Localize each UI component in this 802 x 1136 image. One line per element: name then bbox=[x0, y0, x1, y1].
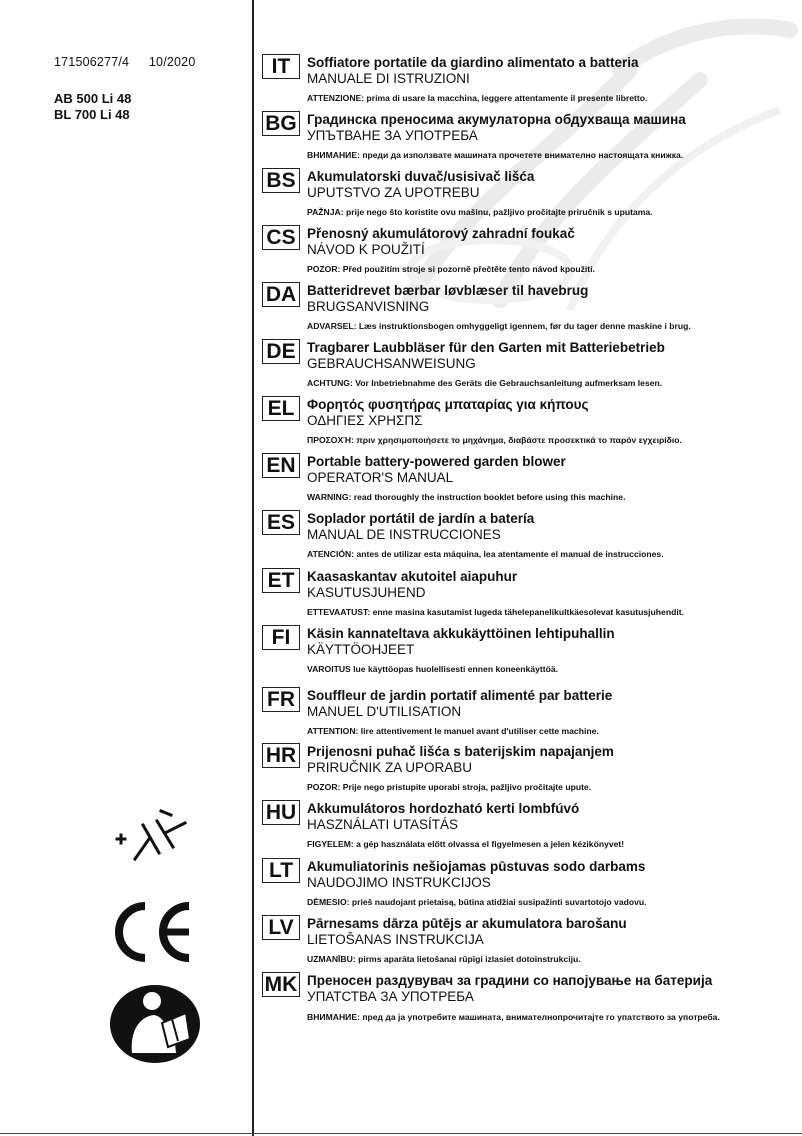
language-code: BG bbox=[262, 111, 300, 136]
vertical-divider bbox=[252, 0, 254, 1136]
language-code: HR bbox=[262, 743, 300, 768]
reference-number: 171506277/4 bbox=[54, 55, 130, 69]
language-code: LT bbox=[262, 858, 300, 883]
entry-warning: ACHTUNG: Vor Inbetriebnahme des Geräts die Gebrauchsanleitung aufmerksam lesen. bbox=[307, 378, 663, 388]
entry-title: Kaasaskantav akutoitel aiapuhur bbox=[307, 569, 518, 584]
revision-date: 10/2020 bbox=[148, 55, 196, 69]
entry-warning: ATENCIÓN: antes de utilizar esta máquina, lea atentamente el manual de instrucciones. bbox=[307, 549, 664, 559]
entry-title: Градинска преносима акумулаторна обдухваща машина bbox=[307, 112, 686, 127]
entry-subtitle: ΟΔΗΓΙΕΣ ΧΡΗΣΠΣ bbox=[307, 413, 423, 428]
entry-title: Portable battery-powered garden blower bbox=[307, 454, 566, 469]
entry-subtitle: NÁVOD K POUŽITÍ bbox=[307, 242, 425, 257]
language-code: EL bbox=[262, 396, 300, 421]
entry-subtitle: BRUGSANVISNING bbox=[307, 299, 430, 314]
language-code: BS bbox=[262, 168, 300, 193]
entry-warning: ΠΡΟΣΟΧΉ: πριν χρησιμοποιήσετε το μηχάνημα, διαβάστε προσεκτικά το παρόν εγχειρίδιο. bbox=[307, 435, 682, 445]
entry-subtitle: OPERATOR'S MANUAL bbox=[307, 470, 454, 485]
language-code: DE bbox=[262, 339, 300, 364]
entry-title: Prijenosni puhač lišća s baterijskim napajanjem bbox=[307, 744, 614, 759]
entry-title: Akumulatorski duvač/usisivač lišća bbox=[307, 169, 535, 184]
language-entry-bg bbox=[262, 111, 797, 168]
language-entry-en bbox=[262, 453, 797, 510]
entry-title: Φορητός φυσητήρας μπαταρίας για κήπους bbox=[307, 397, 589, 412]
entry-subtitle: NAUDOJIMO INSTRUKCIJOS bbox=[307, 875, 491, 890]
entry-subtitle: УПЪТВАНЕ ЗА УПОТРЕБА bbox=[307, 128, 478, 143]
entry-warning: PAŽNJA: prije nego što koristite ovu mašinu, pažljivo pročitajte priručnik s uputama. bbox=[307, 207, 653, 217]
entry-subtitle: PRIRUČNIK ZA UPORABU bbox=[307, 760, 473, 775]
entry-subtitle: KASUTUSJUHEND bbox=[307, 585, 426, 600]
entry-title: Pārnesams dārza pūtējs ar akumulatora barošanu bbox=[307, 916, 627, 931]
language-entry-lv bbox=[262, 915, 797, 972]
language-code: FI bbox=[262, 625, 300, 650]
language-entry-es bbox=[262, 510, 797, 567]
entry-warning: DĖMESIO: prieš naudojant prietaisą, būtina atidžiai susipažinti suvartotojo vadovu. bbox=[307, 897, 647, 907]
entry-subtitle: GEBRAUCHSANWEISUNG bbox=[307, 356, 476, 371]
language-entry-fi bbox=[262, 625, 797, 682]
language-entry-mk bbox=[262, 972, 797, 1029]
language-entry-bs bbox=[262, 168, 797, 225]
language-code: ES bbox=[262, 510, 300, 535]
entry-warning: POZOR: Prije nego pristupite uporabi stroja, pažljivo pročitajte upute. bbox=[307, 782, 592, 792]
entry-title: Преносен раздувувач за градини со напојување на батерија bbox=[307, 973, 713, 988]
ce-mark-icon bbox=[109, 900, 195, 964]
entry-warning: WARNING: read thoroughly the instruction booklet before using this machine. bbox=[307, 492, 626, 502]
entry-warning: UZMANĪBU: pirms aparāta lietošanai rūpīgi izlasiet dotoinstrukciju. bbox=[307, 954, 581, 964]
entry-title: Tragbarer Laubbläser für den Garten mit Batteriebetrieb bbox=[307, 340, 665, 355]
language-entry-lt bbox=[262, 858, 797, 915]
language-entry-it bbox=[262, 54, 797, 111]
battery-icon bbox=[113, 803, 193, 868]
language-entry-hr bbox=[262, 743, 797, 800]
language-code: HU bbox=[262, 800, 300, 825]
model-name: AB 500 Li 48 bbox=[54, 91, 132, 106]
language-entry-el bbox=[262, 396, 797, 453]
language-code: LV bbox=[262, 915, 300, 940]
language-entry-de bbox=[262, 339, 797, 396]
entry-title: Akumuliatorinis nešiojamas pūstuvas sodo darbams bbox=[307, 859, 646, 874]
model-name: BL 700 Li 48 bbox=[54, 107, 130, 122]
entry-warning: ATTENZIONE: prima di usare la macchina, leggere attentamente il presente libretto. bbox=[307, 93, 648, 103]
entry-title: Soffiatore portatile da giardino alimentato a batteria bbox=[307, 55, 639, 70]
model-list bbox=[54, 91, 195, 123]
language-code: IT bbox=[262, 54, 300, 79]
language-code: EN bbox=[262, 453, 300, 478]
language-code: FR bbox=[262, 687, 300, 712]
entry-warning: VAROITUS lue käyttöopas huolellisesti ennen koneenkäyttöä. bbox=[307, 664, 559, 674]
entry-title: Käsin kannateltava akkukäyttöinen lehtipuhallin bbox=[307, 626, 615, 641]
document-reference bbox=[54, 55, 195, 69]
entry-title: Přenosný akumulátorový zahradní foukač bbox=[307, 226, 575, 241]
entry-warning: ADVARSEL: Læs instruktionsbogen omhyggeligt igennem, før du tager denne maskine i brug. bbox=[307, 321, 691, 331]
language-entry-da bbox=[262, 282, 797, 339]
language-entry-fr bbox=[262, 687, 797, 744]
entry-subtitle: MANUEL D'UTILISATION bbox=[307, 704, 462, 719]
entry-warning: ETTEVAATUST: enne masina kasutamist lugeda tähelepanelikultkäesolevat kasutusjuhendit. bbox=[307, 607, 684, 617]
entry-subtitle: УПАТСТВА ЗА УПОТРЕБА bbox=[307, 989, 474, 1004]
entry-title: Soplador portátil de jardín a batería bbox=[307, 511, 535, 526]
entry-subtitle: KÄYTTÖOHJEET bbox=[307, 642, 415, 657]
language-code: ET bbox=[262, 568, 300, 593]
language-code: MK bbox=[262, 972, 300, 997]
entry-subtitle: UPUTSTVO ZA UPOTREBU bbox=[307, 185, 480, 200]
document-header bbox=[54, 55, 195, 123]
entry-warning: ВНИМАНИЕ: пред да ја употребите машината, внимателнопрочитајте го упатството за употреба. bbox=[307, 1012, 720, 1022]
language-entry-hu bbox=[262, 800, 797, 857]
language-code: DA bbox=[262, 282, 300, 307]
bottom-rule bbox=[0, 1133, 802, 1134]
entry-subtitle: LIETOŠANAS INSTRUKCIJA bbox=[307, 932, 484, 947]
entry-title: Akkumulátoros hordozható kerti lombfúvó bbox=[307, 801, 580, 816]
entry-title: Batteridrevet bærbar løvblæser til havebrug bbox=[307, 283, 589, 298]
language-entry-cs bbox=[262, 225, 797, 282]
entry-subtitle: MANUAL DE INSTRUCCIONES bbox=[307, 527, 501, 542]
entry-warning: POZOR: Před použitím stroje si pozorně přečtěte tento návod kpoužití. bbox=[307, 264, 595, 274]
entry-warning: ATTENTION: lire attentivement le manuel avant d'utiliser cette machine. bbox=[307, 726, 599, 736]
language-code: CS bbox=[262, 225, 300, 250]
language-entry-et bbox=[262, 568, 797, 625]
entry-subtitle: HASZNÁLATI UTASÍTÁS bbox=[307, 817, 459, 832]
entry-warning: ВНИМАНИЕ: преди да използвате машината прочетете внимателно настоящата книжка. bbox=[307, 150, 684, 160]
entry-title: Souffleur de jardin portatif alimenté par batterie bbox=[307, 688, 613, 703]
entry-warning: FIGYELEM: a gép használata előtt olvassa el figyelmesen a jelen kézikönyvet! bbox=[307, 839, 625, 849]
read-manual-icon bbox=[108, 983, 202, 1065]
entry-subtitle: MANUALE DI ISTRUZIONI bbox=[307, 71, 470, 86]
